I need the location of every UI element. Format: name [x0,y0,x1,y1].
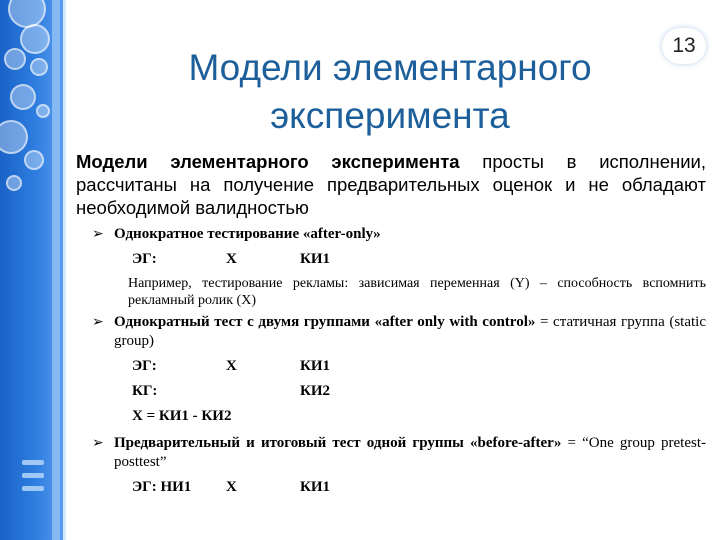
bubble-decoration [0,120,28,154]
bullet-item [92,434,706,472]
design-row [132,382,706,401]
bubble-decoration [10,84,36,110]
dash-decoration [22,473,44,478]
bubble-decoration [30,58,48,76]
treatment-label: Х [226,358,237,374]
measure-label: КИ1 [300,251,331,267]
bubble-decoration [8,0,46,28]
dash-decoration [22,460,44,465]
bullet-text [114,434,706,472]
dash-decoration [22,486,44,491]
bullet-bold: Однократный тест с двумя группами «after only with control» [114,314,536,330]
treatment-label [226,382,300,401]
bullet-item [92,225,706,244]
slide-number: 13 [662,28,706,64]
measure-label: КИ1 [300,479,331,495]
bubble-decoration [36,104,50,118]
side-stripe [52,0,60,540]
bullet-rest: = статичная группа (static group) [114,314,706,349]
slide-body [76,150,706,497]
group-label: ЭГ: [132,251,157,267]
intro-text: просты в исполнении, рассчитаны на получение предварительных оценок и не обладают необходимой валидностью [76,151,707,218]
slide-title [140,44,640,140]
design-row [132,478,706,497]
bullet-text [114,313,706,351]
bullet-bold: Предварительный и итоговый тест одной группы «before-after» [114,435,562,451]
treatment-label: Х [226,479,237,495]
arrow-bullet-icon: ➢ [92,436,104,451]
bubble-decoration [6,175,22,191]
intro-bold: Модели элементарного эксперимента [76,151,460,172]
group-label: ЭГ: [132,358,157,374]
measure-label: КИ1 [300,358,331,374]
side-edge [63,0,66,540]
bullet-item [92,313,706,351]
bubble-decoration [24,150,44,170]
bullet-text [114,225,706,244]
design-row [132,250,706,269]
decorative-side-panel [0,0,66,540]
arrow-bullet-icon: ➢ [92,315,104,330]
example-text: Например, тестирование рекламы: зависимая переменная (Y) – способность вспомнить рекламный ролик (X) [128,276,706,308]
bullet-rest: = “One group pretest-posttest” [114,435,706,470]
intro-paragraph [76,150,706,219]
title-line: Модели элементарного [188,47,592,88]
formula-text: Х = КИ1 - КИ2 [132,408,232,424]
bullet-bold: Однократное тестирование «after-only» [114,226,381,242]
arrow-bullet-icon: ➢ [92,227,104,242]
group-label: ЭГ: НИ1 [132,479,192,495]
measure-label: КИ2 [300,383,331,399]
design-row [132,357,706,376]
group-label: КГ: [132,383,158,399]
bubble-decoration [4,48,26,70]
bubble-decoration [20,24,50,54]
title-line: эксперимента [270,95,510,136]
treatment-label: Х [226,251,237,267]
formula-row [132,407,706,426]
